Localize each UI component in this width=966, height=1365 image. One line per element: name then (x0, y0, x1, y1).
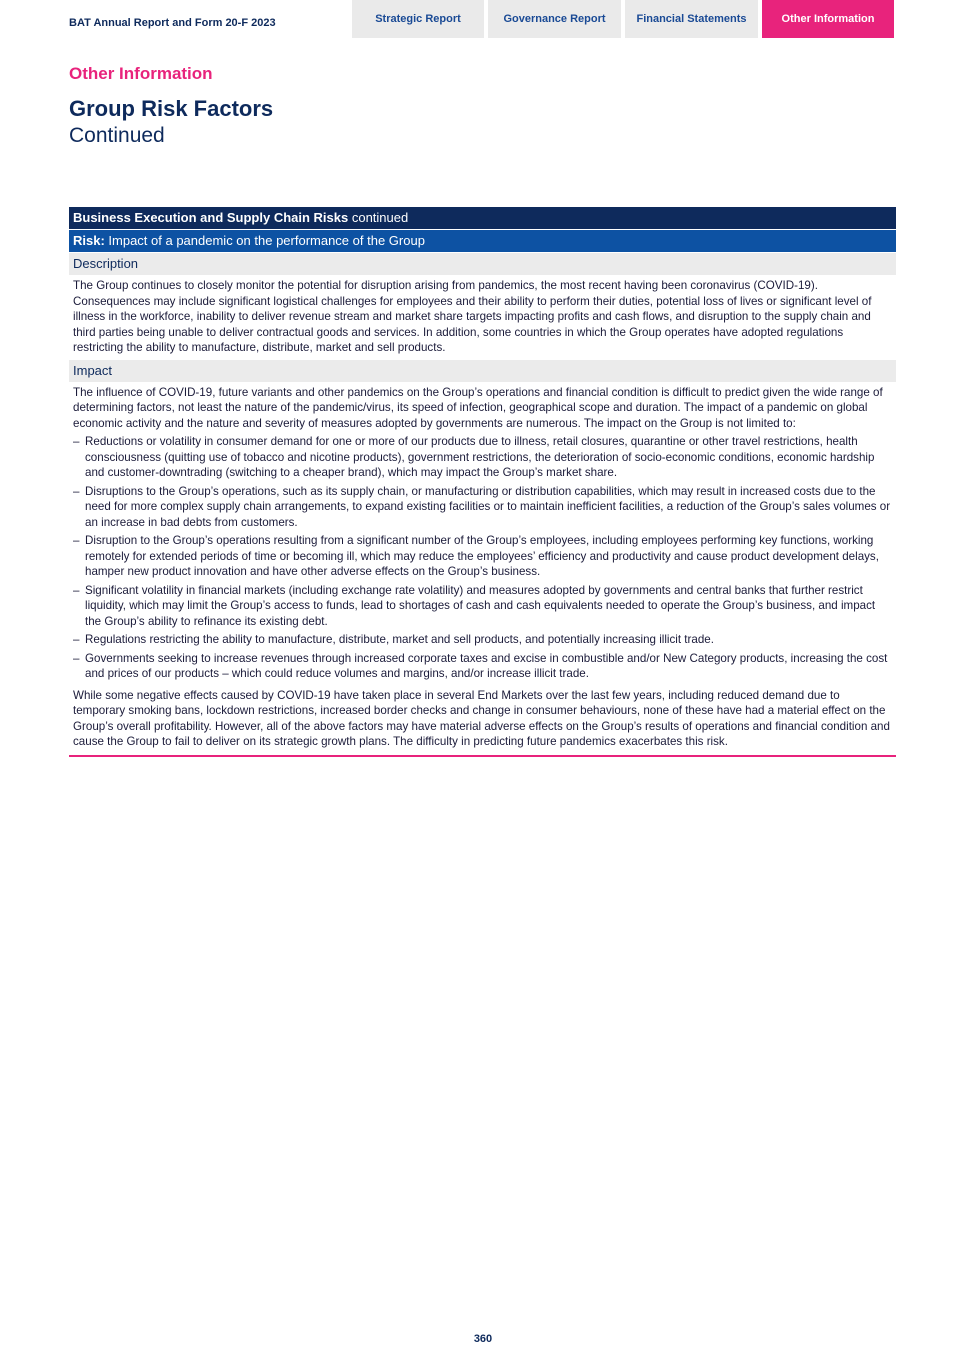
risk-category-suffix: continued (348, 210, 409, 225)
list-item-text: Regulations restricting the ability to manufacture, distribute, market and sell products, and potentially increasing illicit trade. (85, 633, 714, 646)
page-title: Group Risk Factors (69, 96, 274, 121)
dash-bullet: – (73, 435, 80, 448)
tab-governance-report[interactable]: Governance Report (488, 0, 621, 38)
list-item (73, 434, 892, 481)
list-item-text: Governments seeking to increase revenues through increased corporate taxes and excise in combustible and/or New Category products, increasing the cost and prices of our products – which could reduce volumes and margins, and/or increase illicit trade. (85, 651, 888, 680)
dash-bullet: – (73, 651, 80, 665)
risk-title-header (69, 230, 896, 252)
risk-table (69, 207, 896, 757)
list-item-text: Significant volatility in financial markets (including exchange rate volatility) and measures adopted by governments and central banks that further restrict liquidity, which may limit the Group’s access to funds, lead to shortages of cash and cash equivalents needed to operate the Group’s business, and impact the Group’s ability to refinance its existing debt. (85, 583, 876, 628)
dash-bullet: – (73, 534, 80, 547)
list-item-text: Disruption to the Group’s operations resulting from a significant number of the Group’s employees, including employees performing key functions, working remotely for extended periods of time or becoming ill, which may reduce the employees’ efficiency and productivity and cause product development delays, hamper new product innovation and have other adverse effects on the Group’s business. (85, 534, 879, 578)
list-item-text: Reductions or volatility in consumer demand for one or more of our products due to illness, retail closures, quarantine or other travel restrictions, health consciousness (quitting use of tobacco and nicotine products), government restrictions, the deterioration of socio-economic conditions, economic hardship and customer-downtrading (switching to a cheaper brand), which may impact the Group’s market share. (85, 435, 875, 479)
tab-strategic-report[interactable]: Strategic Report (352, 0, 484, 38)
list-item (73, 651, 892, 682)
risk-category-header (69, 207, 896, 229)
section-label: Other Information (69, 64, 213, 83)
report-title: BAT Annual Report and Form 20-F 2023 (69, 17, 276, 29)
description-text: The Group continues to closely monitor the potential for disruption arising from pandemics, the most recent having been coronavirus (COVID-19). Consequences may include significant logistical challenges for employees and their ability to perform their duties, potential loss of lives or significant level of illness in the workforce, inability to deliver revenue stream and market share targets impacting profits and cash flows, and disruption to the supply chain and third parties being unable to deliver contractual goods and services. In addition, some countries in which the Group operates have adopted regulations restricting the ability to manufacture, distribute, market and sell products. (73, 279, 872, 354)
risk-title: Impact of a pandemic on the performance of the Group (104, 233, 425, 248)
tab-financial-statements[interactable]: Financial Statements (625, 0, 758, 38)
description-heading: Description (69, 253, 896, 275)
dash-bullet: – (73, 633, 80, 646)
section-divider (69, 755, 896, 757)
page-number: 360 (473, 1333, 493, 1345)
list-item (73, 484, 892, 531)
impact-heading: Impact (69, 360, 896, 382)
impact-list (69, 434, 896, 682)
section-tabs (352, 0, 894, 38)
dash-bullet: – (73, 484, 80, 498)
list-item-text: Disruptions to the Group’s operations, such as its supply chain, or manufacturing or distribution capabilities, which may result in increased costs due to the need for more complex supply chain arrangements, to expand existing facilities or to maintain inefficient facilities, a reduction of the Group’s sales volumes or an increase in bad debts from customers. (85, 484, 891, 529)
list-item (73, 533, 892, 580)
dash-bullet: – (73, 583, 80, 597)
list-item (73, 583, 892, 630)
impact-conclusion: While some negative effects caused by COVID-19 have taken place in several End Markets over the last few years, including reduced demand due to temporary smoking bans, lockdown restrictions, increased border checks and change in consumer behaviours, none of these have had a material effect on the Group’s overall profitability. However, all of the above factors may have material adverse effects on the Group’s results of operations and financial condition and cause the Group to fail to deliver on its strategic growth plans. The difficulty in predicting future pandemics exacerbates this risk. (73, 688, 890, 748)
risk-category-title: Business Execution and Supply Chain Risks (73, 210, 349, 225)
tab-other-information[interactable]: Other Information (762, 0, 894, 38)
page-subtitle: Continued (69, 124, 165, 147)
list-item (73, 632, 892, 648)
impact-intro: The influence of COVID-19, future variants and other pandemics on the Group’s operations and financial condition is difficult to predict given the wide range of determining factors, not least the nature of the pandemic/virus, its speed of infection, geographical scope and duration. The impact of a pandemic on global economic activity and the nature and severity of measures adopted by governments are numerous. The impact on the Group is not limited to: (73, 385, 883, 430)
risk-label: Risk: (73, 233, 105, 248)
